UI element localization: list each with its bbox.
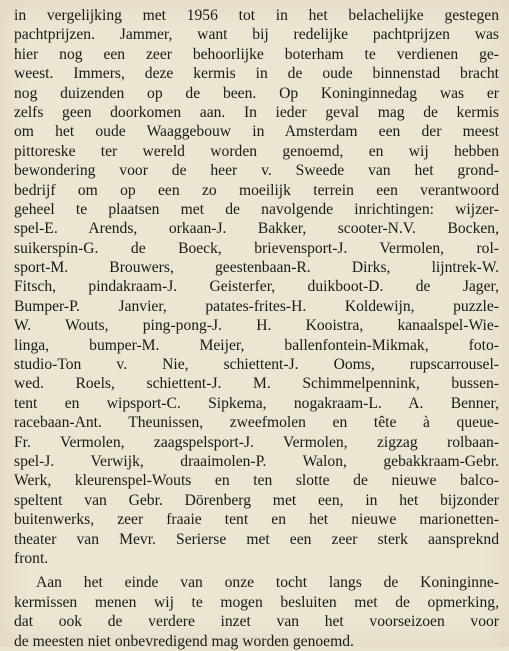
paragraph-2 [14, 573, 499, 651]
text-line: suikerspin-G. de Boeck, brievensport-J. Vermolen, rol- [14, 239, 499, 257]
text-line: Aan het einde van onze tocht langs de Koninginne- [36, 574, 499, 592]
text-line: spel-E. Arends, orkaan-J. Bakker, scooter-N.V. Bocken, [14, 220, 499, 238]
text-line: speltent van Gebr. Dörenberg met een, in het bijzonder [14, 491, 499, 509]
text-line: theater van Mevr. Serierse met een zeer sterk aanspreknd [14, 530, 499, 548]
text-line: in vergelijking met 1956 tot in het belachelijke gestegen [14, 7, 499, 24]
text-line: bedrijf om op een zo moeilijk terrein een verantwoord [14, 181, 499, 199]
text-line: W. Wouts, ping-pong-J. H. Kooistra, kanaalspel-Wie- [14, 317, 499, 335]
text-line: Werk, kleurenspel-Wouts en ten slotte de nieuwe balco- [14, 472, 499, 490]
text-line: studio-Ton v. Nie, schiettent-J. Ooms, rupscarrousel- [14, 356, 499, 374]
text-line: pittoreske ter wereld worden genoemd, en wij hebben [14, 142, 499, 160]
text-line: pachtprijzen. Jammer, want bij redelijke pachtprijzen was [14, 26, 499, 44]
text-line: front. [14, 549, 49, 567]
text-line: Fr. Vermolen, zaagspelsport-J. Vermolen, zigzag rolbaan- [14, 433, 499, 451]
text-line: bewondering voor de heer v. Sweede van het grond- [14, 162, 499, 180]
text-line: Bumper-P. Janvier, patates-frites-H. Koldewijn, puzzle- [14, 297, 499, 315]
text-line: nog duizenden op de been. Op Koninginnedag was er [14, 84, 499, 102]
article-text [14, 6, 499, 651]
text-line: wed. Roels, schiettent-J. M. Schimmelpennink, bussen- [14, 375, 499, 393]
paragraph-1 [14, 6, 499, 568]
text-line: buitenwerks, zeer fraaie tent en het nieuwe marionetten- [14, 511, 499, 529]
text-line: geheel te plaatsen met de navolgende inrichtingen: wijzer- [14, 200, 499, 218]
text-line: sport-M. Brouwers, geestenbaan-R. Dirks, lijntrek-W. [14, 259, 499, 277]
text-line: spel-J. Verwijk, draaimolen-P. Walon, gebakkraam-Gebr. [14, 452, 499, 470]
text-line: Fitsch, pindakraam-J. Geisterfer, duikboot-D. de Jager, [14, 278, 499, 296]
text-line: linga, bumper-M. Meijer, ballenfontein-Mikmak, foto- [14, 336, 499, 354]
text-line: tent en wipsport-C. Sipkema, nogakraam-L. A. Benner, [14, 394, 499, 412]
text-line: weest. Immers, deze kermis in de oude binnenstad bracht [14, 65, 499, 83]
text-line: de meesten niet onbevredigend mag worden genoemd. [14, 632, 354, 650]
text-line: hier nog een zeer behoorlijke boterham te verdienen ge- [14, 45, 499, 63]
text-line: kermissen menen wij te mogen besluiten met de opmerking, [14, 593, 499, 611]
text-line: racebaan-Ant. Theunissen, zweefmolen en tête à queue- [14, 414, 499, 432]
text-line: zelfs geen doorkomen aan. In ieder geval mag de kermis [14, 103, 499, 121]
text-line: dat ook de verdere inzet van het voorseizoen voor [14, 613, 499, 631]
text-line: om het oude Waaggebouw in Amsterdam een der meest [14, 123, 499, 141]
